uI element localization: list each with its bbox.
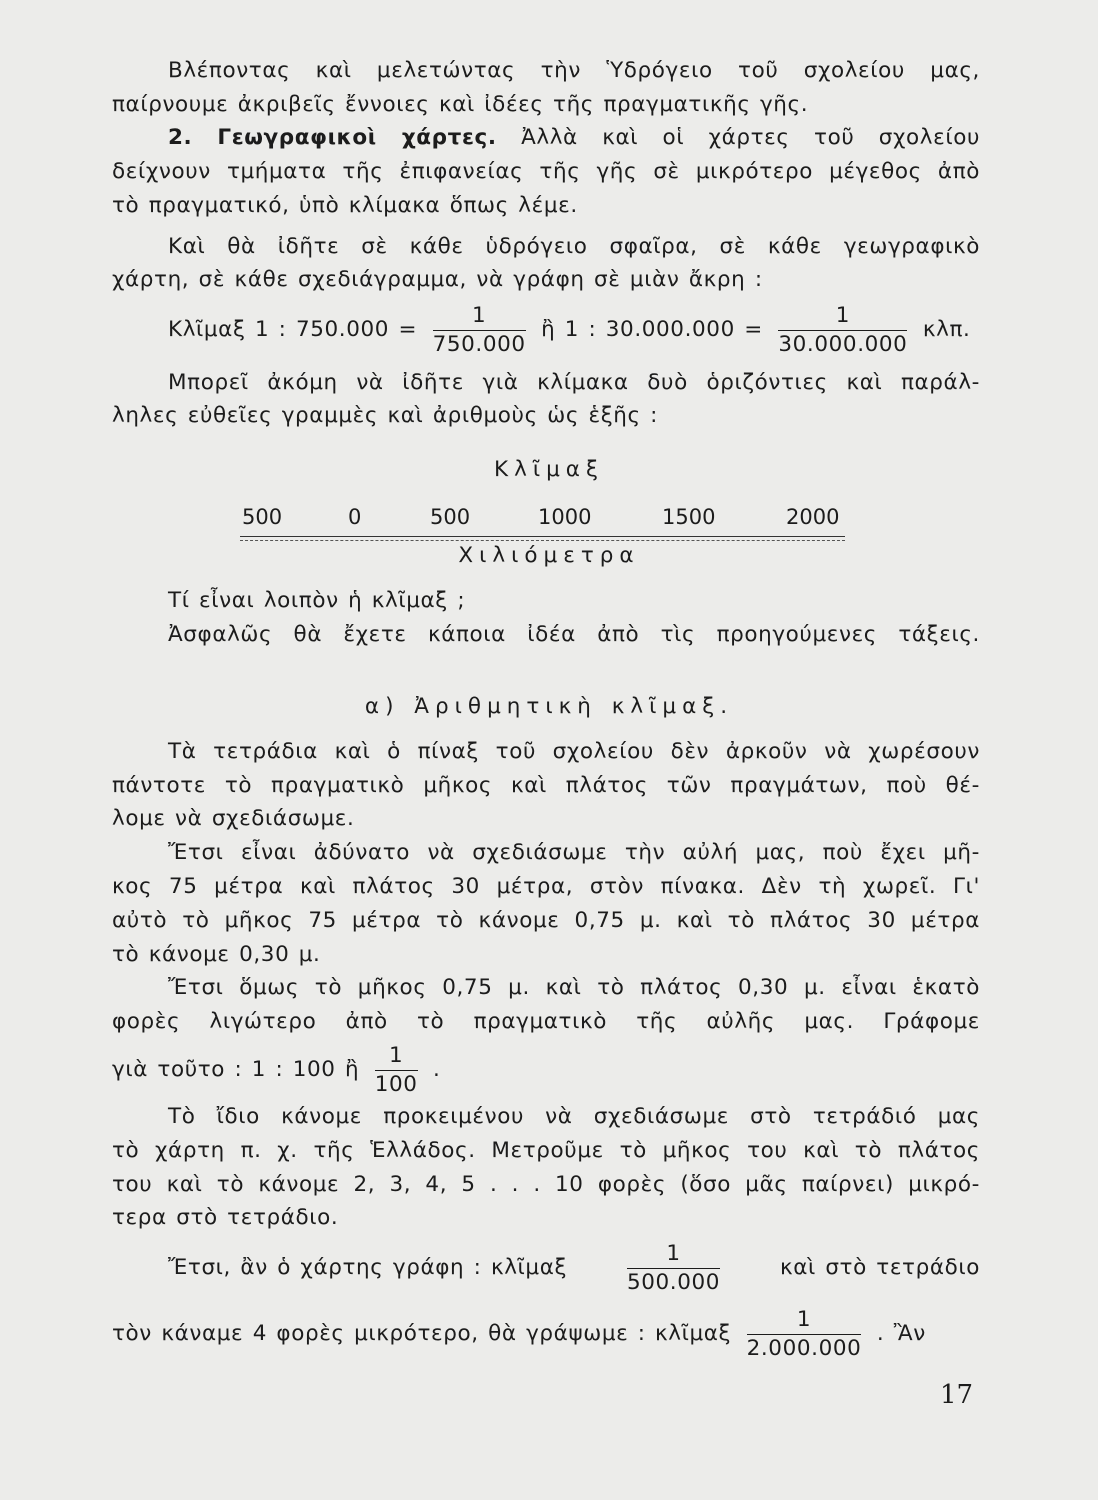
formula-line bbox=[168, 1240, 980, 1296]
text-line bbox=[168, 123, 980, 153]
text-line: ληλες εὐθεῖες γραμμὲς καὶ ἀριθμοὺς ὡς ἑξῆς : bbox=[112, 403, 659, 428]
text-line: παίρνουμε ἀκριβεῖς ἔννοιες καὶ ἰδέες τῆς πραγματικῆς γῆς. bbox=[112, 92, 809, 117]
formula-text: καὶ στὸ τετράδιο bbox=[779, 1255, 980, 1280]
text-line: Τί εἶναι λοιπὸν ἡ κλῖμαξ ; bbox=[168, 588, 466, 613]
fraction bbox=[375, 1044, 418, 1097]
formula-text: κλπ. bbox=[922, 317, 971, 342]
text-line: Καὶ θὰ ἰδῆτε σὲ κάθε ὑδρόγειο σφαῖρα, σὲ κάθε γεωγραφικὸ bbox=[168, 234, 980, 259]
text-line: Τὸ ἴδιο κάνομε προκειμένου νὰ σχεδιάσωμε στὸ τετράδιό μας bbox=[168, 1104, 980, 1129]
fraction-denominator: 750.000 bbox=[432, 331, 526, 357]
fraction-numerator: 1 bbox=[375, 1044, 418, 1071]
text-line: κος 75 μέτρα καὶ πλάτος 30 μέτρα, στὸν πίνακα. Δὲν τὴ χωρεῖ. Γι' bbox=[112, 874, 980, 899]
fraction-denominator: 100 bbox=[374, 1071, 418, 1097]
fraction bbox=[747, 1308, 862, 1361]
text-line: τὸ πραγματικό, ὑπὸ κλίμακα ὅπως λέμε. bbox=[112, 193, 578, 218]
text-line: Ἔτσι εἶναι ἀδύνατο νὰ σχεδιάσωμε τὴν αὐλή μας, ποὺ ἔχει μῆ- bbox=[168, 840, 980, 865]
scale-ticks bbox=[240, 505, 845, 535]
scale-tick-label: 500 bbox=[242, 505, 283, 529]
text-line: Ἀσφαλῶς θὰ ἔχετε κάποια ἰδέα ἀπὸ τὶς προηγούμενες τάξεις. bbox=[168, 622, 980, 647]
fraction bbox=[778, 304, 907, 357]
scale-formula bbox=[168, 300, 998, 360]
formula-line bbox=[112, 1042, 980, 1098]
fraction bbox=[627, 1242, 720, 1295]
text-line: τερα στὸ τετράδιο. bbox=[112, 1205, 339, 1230]
formula-text: ἢ 1 : 30.000.000 = bbox=[541, 317, 763, 342]
text-line: του καὶ τὸ κάνομε 2, 3, 4, 5 . . . 10 φορὲς (ὅσο μᾶς παίρνει) μικρό- bbox=[112, 1172, 980, 1197]
formula-text: τὸν κάναμε 4 φορὲς μικρότερο, θὰ γράψωμε : κλῖμαξ bbox=[112, 1321, 732, 1346]
scale-tick-label: 1500 bbox=[662, 505, 716, 529]
text-line: Ἔτσι ὅμως τὸ μῆκος 0,75 μ. καὶ τὸ πλάτος 0,30 μ. εἶναι ἑκατὸ bbox=[168, 975, 980, 1000]
text-line: λομε νὰ σχεδιάσωμε. bbox=[112, 806, 355, 831]
text-line: χάρτη, σὲ κάθε σχεδιάγραμμα, νὰ γράφη σὲ μιὰν ἄκρη : bbox=[112, 267, 763, 292]
formula-text: Κλῖμαξ 1 : 750.000 = bbox=[168, 317, 418, 342]
scale-title: Κλῖμαξ bbox=[494, 457, 604, 482]
text-line: Βλέποντας καὶ μελετώντας τὴν Ὑδρόγειο τοῦ σχολείου μας, bbox=[168, 58, 980, 83]
text-line: τὸ χάρτη π. χ. τῆς Ἑλλάδος. Μετροῦμε τὸ μῆκος του καὶ τὸ πλάτος bbox=[112, 1138, 980, 1163]
text-line: Μπορεῖ ἀκόμη νὰ ἰδῆτε γιὰ κλίμακα δυὸ ὁριζόντιες καὶ παράλ- bbox=[168, 370, 980, 395]
fraction-denominator: 2.000.000 bbox=[746, 1335, 862, 1361]
fraction bbox=[433, 304, 526, 357]
section-title: α) Ἀριθμητικὴ κλῖμαξ. bbox=[364, 694, 734, 719]
scale-tick-label: 1000 bbox=[538, 505, 592, 529]
text-line: δείχνουν τμήματα τῆς ἐπιφανείας τῆς γῆς σὲ μικρότερο μέγεθος ἀπὸ bbox=[112, 159, 980, 184]
formula-line bbox=[112, 1306, 980, 1362]
scale-bar-line bbox=[240, 536, 845, 537]
section-heading: 2. Γεωγραφικοὶ χάρτες. bbox=[168, 125, 497, 150]
scale-unit: Χιλιόμετρα bbox=[458, 543, 640, 568]
formula-text: Ἔτσι, ἂν ὁ χάρτης γράφη : κλῖμαξ bbox=[168, 1255, 568, 1280]
formula-text: γιὰ τοῦτο : 1 : 100 ἢ bbox=[112, 1057, 360, 1082]
page-number: 17 bbox=[940, 1380, 974, 1410]
formula-text: . bbox=[432, 1057, 441, 1082]
fraction-numerator: 1 bbox=[747, 1308, 862, 1335]
scale-tick-label: 500 bbox=[430, 505, 471, 529]
fraction-denominator: 30.000.000 bbox=[778, 331, 908, 357]
fraction-numerator: 1 bbox=[433, 304, 526, 331]
fraction-denominator: 500.000 bbox=[626, 1269, 721, 1295]
fraction-numerator: 1 bbox=[778, 304, 907, 331]
text-line: φορὲς λιγώτερο ἀπὸ τὸ πραγματικὸ τῆς αὐλῆς μας. Γράφομε bbox=[112, 1009, 980, 1034]
scale-tick-label: 2000 bbox=[786, 505, 840, 529]
fraction-numerator: 1 bbox=[627, 1242, 720, 1269]
scale-tick-label: 0 bbox=[348, 505, 362, 529]
text-run: Ἀλλὰ καὶ οἱ χάρτες τοῦ σχολείου bbox=[521, 125, 980, 150]
text-line: τὸ κάνομε 0,30 μ. bbox=[112, 942, 321, 967]
formula-text: . Ἂν bbox=[876, 1321, 926, 1346]
text-line: Τὰ τετράδια καὶ ὁ πίναξ τοῦ σχολείου δὲν ἀρκοῦν νὰ χωρέσουν bbox=[168, 739, 980, 764]
text-line: πάντοτε τὸ πραγματικὸ μῆκος καὶ πλάτος τῶν πραγμάτων, ποὺ θέ- bbox=[112, 773, 980, 798]
text-line: αὐτὸ τὸ μῆκος 75 μέτρα τὸ κάνομε 0,75 μ. καὶ τὸ πλάτος 30 μέτρα bbox=[112, 908, 980, 933]
